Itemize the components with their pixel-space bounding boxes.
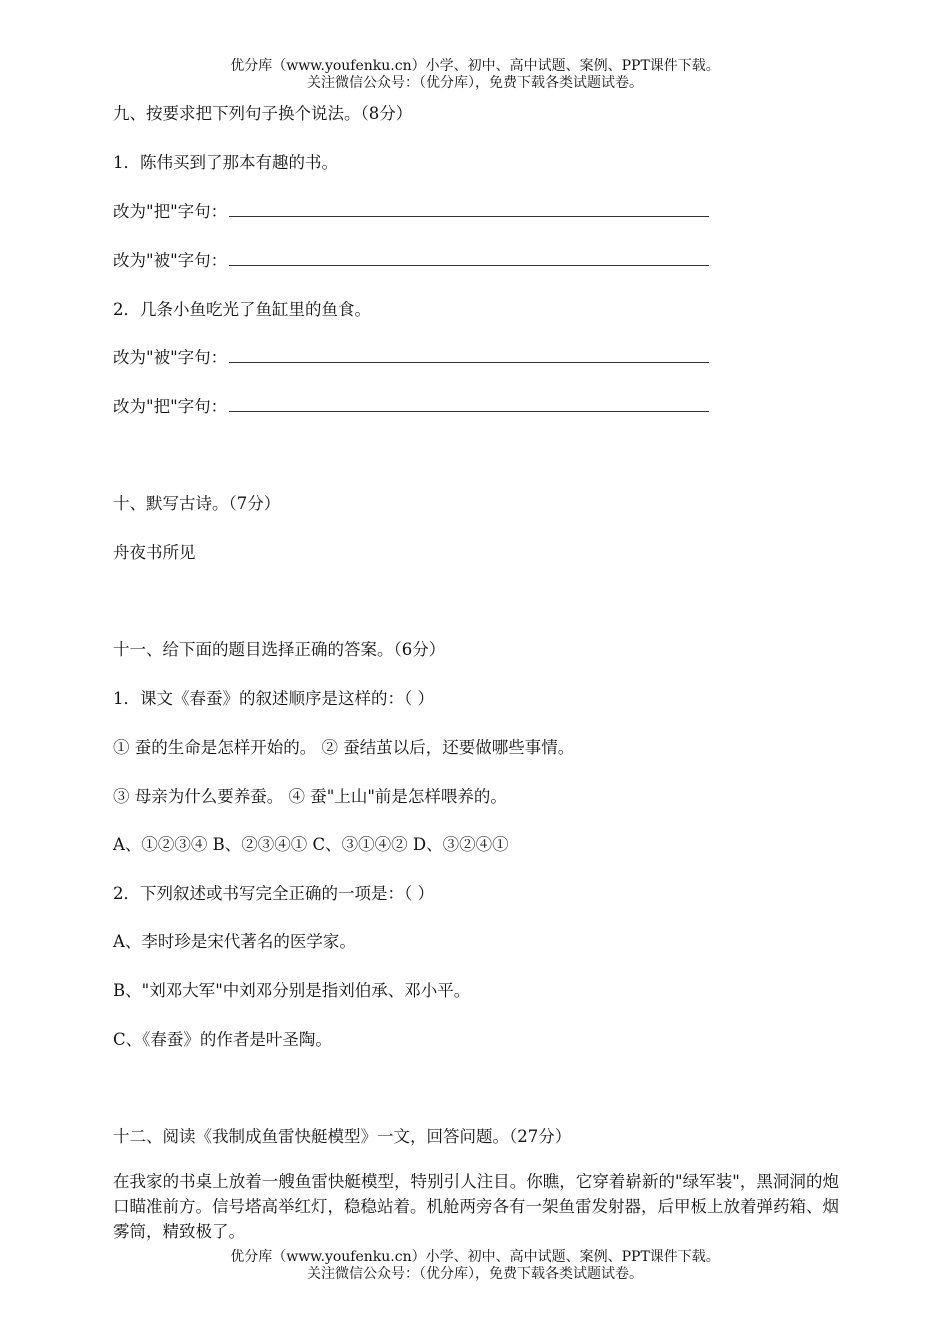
question-2-option-a: A、李时珍是宋代著名的医学家。 — [113, 932, 356, 951]
header-line-2: 关注微信公众号：（优分库），免费下载各类试题试卷。 — [307, 75, 643, 91]
section-12-title: 十二、阅读《我制成鱼雷快艇模型》一文，回答问题。（27分） — [113, 1127, 572, 1146]
rewrite-row — [113, 198, 709, 222]
rewrite-row — [113, 247, 709, 271]
footer-line-2: 关注微信公众号：（优分库），免费下载各类试题试卷。 — [307, 1266, 643, 1282]
answer-blank[interactable] — [229, 348, 709, 363]
answer-blank[interactable] — [229, 251, 709, 266]
section-11-question-2: 2．下列叙述或书写完全正确的一项是：（ ） — [113, 884, 434, 903]
question-1-items-b: ③ 母亲为什么要养蚕。 ④ 蚕"上山"前是怎样喂养的。 — [113, 787, 507, 806]
answer-blank[interactable] — [229, 202, 709, 217]
rewrite-row — [113, 393, 709, 417]
poem-title: 舟夜书所见 — [113, 543, 196, 562]
rewrite-label: 改为"把"字句： — [113, 397, 228, 416]
footer-line-1: 优分库（www.youfenku.cn）小学、初中、高中试题、案例、PPT课件下载。 — [230, 1249, 720, 1265]
rewrite-label: 改为"被"字句： — [113, 251, 228, 270]
section-9-question-2: 2．几条小鱼吃光了鱼缸里的鱼食。 — [113, 300, 371, 319]
question-1-options: A、①②③④ B、②③④① C、③①④② D、③②④① — [113, 835, 509, 854]
rewrite-row — [113, 344, 709, 368]
question-2-option-b: B、"刘邓大军"中刘邓分别是指刘伯承、邓小平。 — [113, 981, 471, 1000]
rewrite-label: 改为"被"字句： — [113, 348, 228, 367]
page-header — [0, 58, 950, 92]
section-11-title: 十一、给下面的题目选择正确的答案。（6分） — [113, 640, 446, 659]
answer-blank[interactable] — [229, 397, 709, 412]
question-1-items-a: ① 蚕的生命是怎样开始的。 ② 蚕结茧以后，还要做哪些事情。 — [113, 738, 575, 757]
question-2-option-c: C、《春蚕》的作者是叶圣陶。 — [113, 1030, 332, 1049]
section-9-question-1: 1．陈伟买到了那本有趣的书。 — [113, 153, 338, 172]
page-footer — [0, 1249, 950, 1283]
header-line-1: 优分库（www.youfenku.cn）小学、初中、高中试题、案例、PPT课件下载。 — [230, 58, 720, 74]
section-10-title: 十、默写古诗。（7分） — [113, 494, 281, 513]
rewrite-label: 改为"把"字句： — [113, 202, 228, 221]
reading-paragraph: 在我家的书桌上放着一艘鱼雷快艇模型，特别引人注目。你瞧，它穿着崭新的"绿军装"，黑洞洞的炮口瞄准前方。信号塔高举红灯，稳稳站着。机舱两旁各有一架鱼雷发射器，后甲板上放着弹药箱、烟雾筒，精致极了。 — [113, 1172, 839, 1241]
section-9-title: 九、按要求把下列句子换个说法。（8分） — [113, 104, 413, 123]
section-11-question-1: 1．课文《春蚕》的叙述顺序是这样的：（ ） — [113, 689, 434, 708]
